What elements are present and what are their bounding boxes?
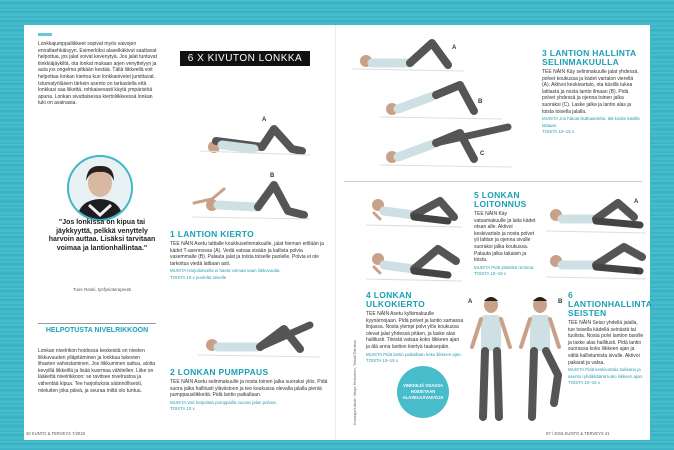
- exercise-3-photo-b: [376, 73, 506, 123]
- exercise-3-number: 3: [542, 48, 548, 58]
- exercise-1-toista: TOISTA 10 x puolelta toiselle: [170, 274, 227, 280]
- exercise-5-title: LONKAN LOITONNUS: [474, 190, 527, 209]
- exercise-4-muista: MUISTA Pidä lantio paikallaan koko liikkeen ajan.: [366, 351, 462, 357]
- sidebar-heading: HELPOTUSTA NIVELRIKKOON: [45, 327, 149, 334]
- exercise-1: [170, 230, 330, 282]
- exercise-3-photo-c: [376, 121, 516, 171]
- right-page: [336, 25, 650, 440]
- svg-text:A: A: [468, 299, 473, 305]
- exercise-3-text: TEE NÄIN Käy selinmakuulle jalat yhdessä, polvet koukussa ja kädet vartalon vierellä (A). Aktivoi keskivartalo, ota käsillä tukea lattiasta ja nosta lantio ilmaan (B). Pidä polvet yhdessä ja ojenna toinen jalka suoraksi (C). Laske jalka ja lantio alas ja toista toisella jalalla.: [542, 69, 639, 115]
- exercise-6-text: TEE NÄIN Seiso yhdellä jalalla, tue toisella kädellä seinästä tai tuolista. Nosta polvi lantion tasolle ja laske alas hallitusti. Pidä lantio suorassa koko liikkeen ajan ja vältä kallistumista sivulle. Aktivoi pakarat ja vatsa.: [568, 320, 644, 366]
- exercise-6: [568, 290, 652, 387]
- exercise-1-title: LANTION KIERTO: [177, 229, 254, 239]
- exercise-4-photo-a: [364, 185, 464, 229]
- exercise-2-photo: [194, 315, 324, 363]
- svg-text:B: B: [634, 269, 639, 275]
- photo-credit: Kuvaaja/Lähde: Minja Heinonen, Teksti/Toimitus: [352, 340, 357, 425]
- exercise-5-photo-a: [544, 193, 648, 235]
- exercise-4-title: LONKAN ULKOKIERTO: [366, 290, 426, 309]
- tip-badge: [397, 366, 449, 418]
- exercise-5-text: TEE NÄIN Käy vatsamakuulle ja laita kädet otsan alle. Aktivoi keskivartalo ja nosta polvet yli lattian ja ojenna sivulle suoraksi jalka koukussa. Palauta jalka takaisin ja toista.: [474, 211, 536, 264]
- exercise-6-photo-a: [466, 293, 516, 423]
- exercise-6-title: LANTIONHALLINTA SEISTEN: [568, 299, 652, 318]
- exercise-5-photo-b: [544, 239, 648, 281]
- exercise-4-number: 4: [366, 290, 372, 300]
- article-title: 6 X KIVUTON LONKKA: [180, 51, 310, 66]
- exercise-6-number: 6: [568, 290, 574, 300]
- exercise-6-toista: TOISTA 10–15 x: [568, 380, 601, 386]
- exercise-2-muista: MUISTA Voit helpottaa pumppailla suoran jalan polvea.: [170, 399, 277, 405]
- exercise-3: [542, 49, 642, 136]
- exercise-3-toista: TOISTA 10–15 x: [542, 129, 575, 135]
- exercise-5-toista: TOISTA 10–15 x: [474, 271, 507, 277]
- exercise-3-photo-a: [348, 31, 468, 75]
- sidebar-box: [38, 323, 156, 428]
- exercise-2-number: 2: [170, 367, 176, 377]
- svg-text:A: A: [634, 199, 639, 205]
- exercise-5-number: 5: [474, 190, 480, 200]
- exercise-1-text: TEE NÄIN Asetu lattialle koukkuselinmakuulle, jalat hieman erillään ja kädet T-asennossa (A). Vedä vatsaa sisään ja kallista polvia vasemmalle (B). Palauta jalat ja toista toiselle puolelle. Polvia ei ole tarkoitus viedä lattiaan asti.: [170, 241, 324, 267]
- exercise-2: [170, 368, 330, 413]
- exercise-3-title: LANTION HALLINTA SELINMAKUULLA: [542, 48, 637, 67]
- intro-text: Lonkkajumppaliikkeet sopivat myös vaivojen ennaltaehkäisyyn. Esimerkiksi alaselkäkivut saattavat helpottua, jos jalat voivat kevenytyä. Jos jalat tuntuvat tiinkkiäjäykiltä, ota lonkat mukaan arjen venyttelyyn ja auta jos ongelma pitkään kestää. Tällä liikkeellä voit helpottaa lonkan kiertoa kun lonkkanivelet jumittavat. Istumatyöläisen tärkein asento on tarkastella että lonkkasi saa liikettä, rohkaisevasti käytä ympäristöä apuna. Lonkan sivuttaisessa kiertoliikkeessä lonkan tuki on avainasia.: [38, 41, 157, 107]
- exercise-1-number: 1: [170, 229, 176, 239]
- exercise-2-title: LONKAN PUMPPAUS: [177, 367, 269, 377]
- svg-text:A: A: [452, 45, 457, 51]
- exercise-1-photo-b: [184, 165, 314, 227]
- exercise-4-toista: TOISTA 10–15 x: [366, 358, 399, 364]
- exercise-4-photo-b: [364, 239, 464, 283]
- left-page: [24, 25, 336, 440]
- svg-text:B: B: [270, 173, 275, 179]
- exercise-1-photo-a: [192, 111, 312, 163]
- exercise-4: [366, 291, 464, 365]
- svg-text:B: B: [478, 99, 483, 105]
- svg-text:B: B: [558, 299, 563, 305]
- expert-avatar: [67, 155, 133, 221]
- svg-text:C: C: [480, 151, 485, 157]
- svg-text:A: A: [262, 117, 267, 123]
- exercise-2-text: TEE NÄIN Asetu selinmakuulle ja nosta toinen jalka suoraksi ylös. Pidä suora jalka hallitusti yläviistoon ja tee koukussa olevalla jalalla pieniä pumppausliikkeitä. Pidä lantio paikallaan.: [170, 379, 328, 399]
- exercise-1-muista: MUISTA Harjoituksella ei haeta voimaa vaan liikkuvuutta.: [170, 268, 281, 274]
- exercise-3-muista: MUISTA Jos haluat lisähaastetta, älä koske käsillä lattiaan.: [542, 116, 640, 128]
- tip-badge-text: VINKKEJÄ OSASSA HOIDETAAN ALASELKÄVAIVOJA: [402, 383, 444, 400]
- footer-right: 07 / 2018 KUNTO & TERVEYS 41: [546, 431, 610, 436]
- exercise-5-muista: MUISTA Pidä yläselkä rentona.: [474, 264, 535, 270]
- page-marker: [38, 33, 52, 36]
- exercise-6-photo-b: [514, 293, 566, 423]
- sidebar-body: Lonkan nivelrikon hoidossa keskeistä on nivelen liikkuvuuden ylläpitäminen ja lonkkaa tukevien lihasten vahvistaminen. Jos liikkuminen sattuu, aloita kevyillä liikkeillä ja lisää kuormaa vähitellen. Liike on lääkettä nivelrikkoon: se ravitsee nivelrustoa ja vähentää kipua. Tee harjoituksia säännöllisesti, mieluiten joka päivä, ja seuraa miltä olo tuntuu.: [38, 348, 156, 394]
- exercise-5: [474, 191, 540, 278]
- exercise-4-text: TEE NÄIN Asetu kylkimakuulle kyynärnojaan. Pidä polvet ja lantio samassa linjassa. Nosta ylempi polvi ylös koukussa olevat jalat yhdessä pitäen, ja laske alas hallitusti. Tiivistä vatsaa koko liikkeen ajan ja älä anna lantion kiertyä taaksepäin.: [366, 311, 464, 350]
- section-divider: [344, 181, 642, 182]
- exercise-2-toista: TOISTA 10 x: [170, 406, 195, 412]
- quote-attribution: Tuire Ranki, työfysioterapeutti: [73, 287, 131, 292]
- footer-left: 40 KUNTO & TERVEYS 7/2018: [26, 431, 85, 436]
- pull-quote: "Jos lonkissa on kipua tai jäykkyyttä, pelkkä venyttely harvoin auttaa. Lisäksi tarvitaan voimaa ja lantionhallintaa.": [48, 219, 156, 252]
- exercise-6-muista: MUISTA Pidä keskivartalo tiukkana ja asento ryhdikkäänä koko liikkeen ajan.: [568, 367, 644, 379]
